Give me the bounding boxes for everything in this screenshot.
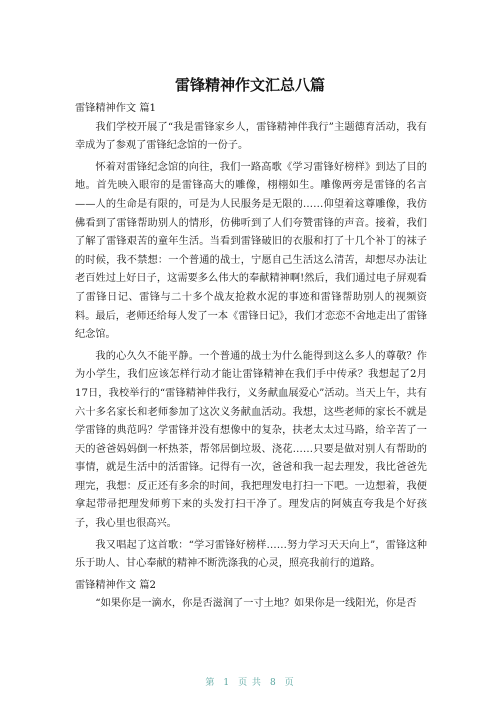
footer-suffix: 页 xyxy=(284,678,295,688)
article-paragraph: 我的心久久不能平静。一个普通的战士为什么能得到这么多人的尊敬？作为小学生，我们应该怎样行动才能让雷锋精神在我们手中传承？我想起了2月17日，我校举行的“雷锋精神伴我行，义务献血展爱心”活动。当天上午，共有六十多名家长和老师参加了这次义务献血活动。我想，这些老师的家长不就是学雷锋的典范吗？学雷锋并没有想像中的复杂，扶老太太过马路，给辛苦了一天的爸爸妈妈倒一杯热茶，帮邻居倒垃圾、浇花……只要是做对别人有帮助的事情，就是生活中的活雷锋。记得有一次，爸爸和我一起去理发，我比爸爸先理完，我想：反正还有多余的时间，我把理发电打扫一下吧。一边想着，我便拿起带帚把理发师剪下来的头发打扫干净了。理发店的阿姨直夸我是个好孩子，我心里也很高兴。 xyxy=(75,350,427,530)
article-paragraph: “如果你是一滴水，你是否滋润了一寸土地？如果你是一线阳光，你是否 xyxy=(95,598,417,610)
footer-total-pages: 8 xyxy=(269,678,277,688)
footer-current-page: 1 xyxy=(223,678,231,688)
article-paragraph: 怀着对雷锋纪念馆的向往，我们一路高歌《学习雷锋好榜样》到达了目的地。首先映入眼帘的是雷锋高大的雕像，栩栩如生。雕像两旁是雷锋的名言——人的生命是有限的，可是为人民服务是无限的……仰望着这尊雕像，我仿佛看到了雷锋帮助别人的情形，仿佛听到了人们夸赞雷锋的声音。接着，我们了解了雷锋艰苦的童年生活。当看到雷锋破旧的衣服和打了十几个补丁的袜子的时候，我不禁想：一个普通的战士，宁愿自己生活这么清苦，却想尽办法让老百姓过上好日子，这需要多么伟大的奉献精神啊!然后，我们通过电子屏观看了雷锋日记、雷锋与二十多个战友抢救水泥的事迹和雷锋帮助别人的视频资料。最后，老师还给每人发了一本《雷锋日记》，我们才恋恋不舍地走出了雷锋纪念馆。 xyxy=(75,161,427,341)
page-footer xyxy=(0,677,500,689)
footer-prefix: 第 xyxy=(205,678,216,688)
article-paragraph: 我们学校开展了“我是雷锋家乡人，雷锋精神伴我行”主题德育活动，我有幸成为了参观了雷锋纪念馆的一份子。 xyxy=(75,121,427,152)
article-paragraph: 我又唱起了这首歌：“学习雷锋好榜样……努力学习天天向上”，雷锋这种乐于助人、甘心奉献的精神不断洗涤我的心灵，照亮我前行的道路。 xyxy=(75,539,427,570)
document-title: 雷锋精神作文汇总八篇 xyxy=(174,76,325,94)
article-heading: 雷锋精神作文 篇2 xyxy=(75,579,157,591)
document-body xyxy=(75,100,427,617)
footer-middle: 页 共 xyxy=(238,678,262,688)
article-heading: 雷锋精神作文 篇1 xyxy=(75,103,157,114)
